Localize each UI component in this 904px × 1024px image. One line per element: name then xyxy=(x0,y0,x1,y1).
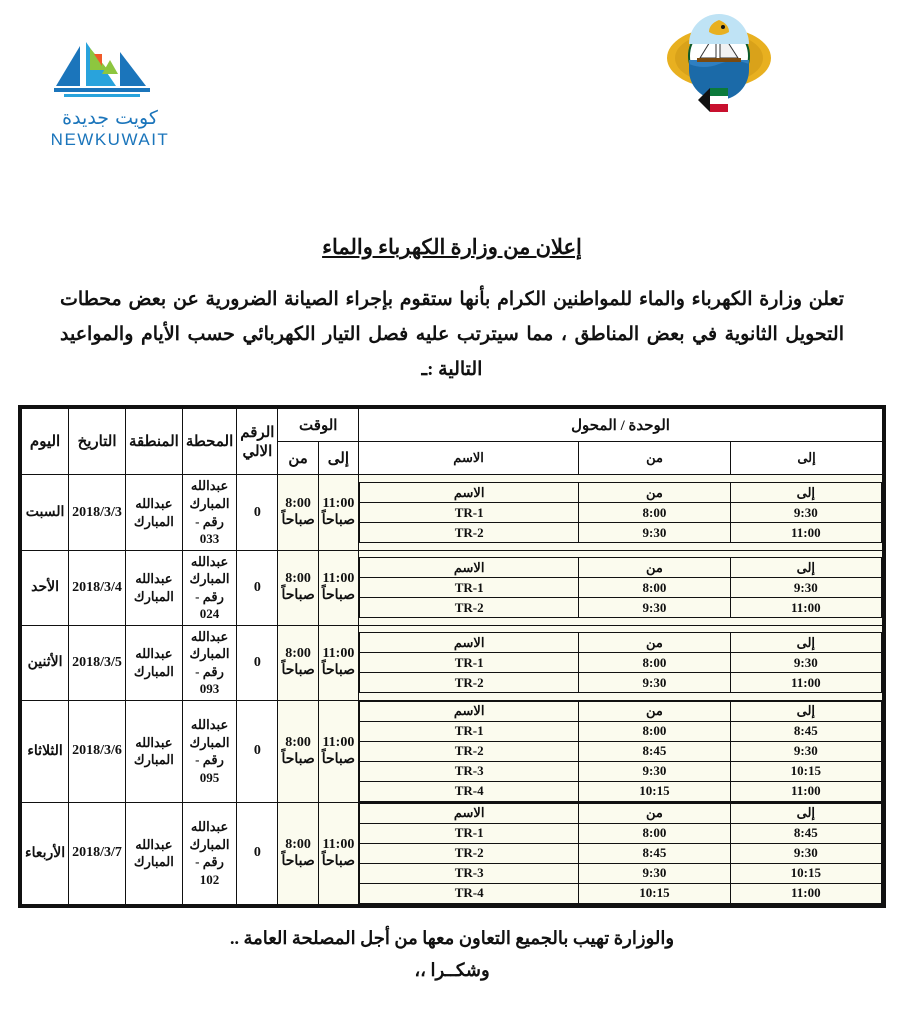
cell-date: 2018/3/7 xyxy=(69,802,126,904)
cell-auto-number: 0 xyxy=(237,625,278,700)
unit-from: 9:30 xyxy=(579,761,730,781)
station-line-1: عبدالله المبارك xyxy=(189,717,230,750)
unit-block xyxy=(359,550,883,625)
unit-name: TR-2 xyxy=(360,843,579,863)
header-unit-to: إلى xyxy=(731,442,883,475)
unit-name: TR-2 xyxy=(360,523,579,543)
logo-label-english: NEWKUWAIT xyxy=(50,129,170,149)
unit-subheader-row xyxy=(360,803,882,823)
unit-from: 8:00 xyxy=(579,503,730,523)
unit-to: 11:00 xyxy=(730,673,881,693)
unit-col-name-label: الاسم xyxy=(360,633,579,653)
unit-name: TR-4 xyxy=(360,883,579,903)
intro-paragraph: تعلن وزارة الكهرباء والماء للمواطنين الكرام بأنها ستقوم بإجراء الصيانة الضرورية عن بعض محطات التحويل الثانوية في بعض المناطق ، مما سيترتب عليه فصل التيار الكهربائي حسب الأيام والمواعيد التالية :ـ xyxy=(60,289,844,381)
unit-col-to-label: إلى xyxy=(730,483,881,503)
station-line-1: عبدالله المبارك xyxy=(189,628,230,662)
cell-day: الأربعاء xyxy=(22,802,69,904)
unit-to: 9:30 xyxy=(730,578,881,598)
table-row xyxy=(22,802,883,904)
unit-to: 9:30 xyxy=(730,741,881,761)
document-header xyxy=(0,0,904,180)
cell-time-from: 8:00 صباحاً xyxy=(278,475,318,550)
unit-row xyxy=(360,578,882,598)
header-time-to: إلى xyxy=(318,442,358,475)
cell-date: 2018/3/5 xyxy=(69,625,126,700)
unit-row xyxy=(360,883,882,903)
cell-day: السبت xyxy=(22,475,69,550)
unit-name: TR-1 xyxy=(360,721,579,741)
unit-to: 11:00 xyxy=(730,781,881,801)
table-row xyxy=(22,475,883,550)
station-line-2: رقم - 095 xyxy=(195,752,224,786)
unit-subheader-row xyxy=(360,558,882,578)
header-time-from: من xyxy=(278,442,318,475)
unit-row xyxy=(360,523,882,543)
unit-block xyxy=(359,700,883,802)
header-unit-from: من xyxy=(579,442,731,475)
header-date: التاريخ xyxy=(69,409,126,475)
page-title: إعلان من وزارة الكهرباء والماء xyxy=(322,235,582,259)
unit-subheader-row xyxy=(360,483,882,503)
unit-block xyxy=(359,625,883,700)
table-body xyxy=(22,475,883,905)
footer-line-1: والوزارة تهيب بالجميع التعاون معها من أجل المصلحة العامة .. xyxy=(229,927,675,948)
unit-col-name-label: الاسم xyxy=(360,483,579,503)
unit-row xyxy=(360,843,882,863)
footer-line-2: وشكــرا ،، xyxy=(414,960,490,981)
unit-to: 9:30 xyxy=(730,503,881,523)
unit-to: 11:00 xyxy=(730,883,881,903)
cell-station xyxy=(182,802,236,904)
unit-col-to-label: إلى xyxy=(730,701,881,721)
cell-area: عبدالله المبارك xyxy=(125,625,182,700)
unit-from: 8:45 xyxy=(579,843,730,863)
station-line-2: رقم - 093 xyxy=(195,663,224,697)
unit-from: 8:00 xyxy=(579,578,730,598)
cell-date: 2018/3/6 xyxy=(69,700,126,802)
cell-time-from: 8:00 صباحاً xyxy=(278,550,318,625)
unit-subheader-row xyxy=(360,701,882,721)
header-day: اليوم xyxy=(22,409,69,475)
cell-day: الثلاثاء xyxy=(22,700,69,802)
footer-note xyxy=(0,922,904,987)
sailboat-icon xyxy=(50,40,170,102)
unit-from: 10:15 xyxy=(579,781,730,801)
header-auto-number: الرقم الالي xyxy=(237,409,278,475)
cell-station xyxy=(182,625,236,700)
cell-date: 2018/3/3 xyxy=(69,475,126,550)
table-row xyxy=(22,550,883,625)
unit-row xyxy=(360,823,882,843)
unit-name: TR-3 xyxy=(360,863,579,883)
cell-time-to: 11:00 صباحاً xyxy=(318,802,358,904)
unit-to: 8:45 xyxy=(730,823,881,843)
unit-name: TR-2 xyxy=(360,598,579,618)
unit-row xyxy=(360,781,882,801)
unit-col-to-label: إلى xyxy=(730,803,881,823)
unit-to: 9:30 xyxy=(730,653,881,673)
unit-row xyxy=(360,761,882,781)
cell-auto-number: 0 xyxy=(237,700,278,802)
unit-row xyxy=(360,673,882,693)
unit-col-from-label: من xyxy=(579,803,730,823)
unit-col-name-label: الاسم xyxy=(360,558,579,578)
newkuwait-logo xyxy=(30,40,190,150)
unit-name: TR-2 xyxy=(360,673,579,693)
cell-area: عبدالله المبارك xyxy=(125,475,182,550)
cell-date: 2018/3/4 xyxy=(69,550,126,625)
station-line-2: رقم - 024 xyxy=(195,588,224,622)
unit-to: 8:45 xyxy=(730,721,881,741)
unit-from: 8:00 xyxy=(579,721,730,741)
unit-col-to-label: إلى xyxy=(730,633,881,653)
cell-auto-number: 0 xyxy=(237,550,278,625)
cell-area: عبدالله المبارك xyxy=(125,802,182,904)
unit-from: 8:00 xyxy=(579,823,730,843)
unit-to: 9:30 xyxy=(730,843,881,863)
cell-time-from: 8:00 صباحاً xyxy=(278,700,318,802)
cell-station xyxy=(182,700,236,802)
unit-col-from-label: من xyxy=(579,558,730,578)
header-unit: الوحدة / المحول xyxy=(359,409,883,442)
unit-subheader-row xyxy=(360,633,882,653)
unit-to: 11:00 xyxy=(730,598,881,618)
station-line-2: رقم - 033 xyxy=(195,513,224,547)
unit-from: 9:30 xyxy=(579,673,730,693)
unit-from: 8:45 xyxy=(579,741,730,761)
unit-from: 9:30 xyxy=(579,598,730,618)
unit-name: TR-2 xyxy=(360,741,579,761)
unit-name: TR-1 xyxy=(360,578,579,598)
unit-row xyxy=(360,741,882,761)
unit-name: TR-1 xyxy=(360,653,579,673)
kuwait-state-emblem-icon xyxy=(664,12,774,122)
unit-row xyxy=(360,863,882,883)
unit-name: TR-1 xyxy=(360,823,579,843)
cell-time-to: 11:00 صباحاً xyxy=(318,700,358,802)
cell-auto-number: 0 xyxy=(237,802,278,904)
unit-row xyxy=(360,653,882,673)
cell-day: الأثنين xyxy=(22,625,69,700)
unit-to: 10:15 xyxy=(730,863,881,883)
logo-label-arabic: كويت جديدة xyxy=(62,107,158,129)
station-line-1: عبدالله المبارك xyxy=(189,819,230,852)
unit-name: TR-1 xyxy=(360,503,579,523)
cell-auto-number: 0 xyxy=(237,475,278,550)
cell-time-to: 11:00 صباحاً xyxy=(318,550,358,625)
table-row xyxy=(22,625,883,700)
header-station: المحطة xyxy=(182,409,236,475)
unit-row xyxy=(360,721,882,741)
table-row xyxy=(22,700,883,802)
unit-row xyxy=(360,598,882,618)
unit-block xyxy=(359,802,883,904)
cell-time-from: 8:00 صباحاً xyxy=(278,625,318,700)
cell-area: عبدالله المبارك xyxy=(125,700,182,802)
unit-col-to-label: إلى xyxy=(730,558,881,578)
station-line-2: رقم - 102 xyxy=(195,854,224,888)
cell-station xyxy=(182,475,236,550)
unit-from: 9:30 xyxy=(579,863,730,883)
unit-col-from-label: من xyxy=(579,483,730,503)
schedule-table-container xyxy=(18,405,886,908)
unit-name: TR-3 xyxy=(360,761,579,781)
unit-block xyxy=(359,475,883,550)
unit-name: TR-4 xyxy=(360,781,579,801)
unit-col-name-label: الاسم xyxy=(360,803,579,823)
unit-col-name-label: الاسم xyxy=(360,701,579,721)
cell-time-to: 11:00 صباحاً xyxy=(318,475,358,550)
header-unit-name: الاسم xyxy=(359,442,579,475)
unit-col-from-label: من xyxy=(579,701,730,721)
cell-area: عبدالله المبارك xyxy=(125,550,182,625)
unit-to: 11:00 xyxy=(730,523,881,543)
unit-to: 10:15 xyxy=(730,761,881,781)
header-time: الوقت xyxy=(278,409,359,442)
unit-from: 10:15 xyxy=(579,883,730,903)
table-head xyxy=(22,409,883,475)
cell-day: الأحد xyxy=(22,550,69,625)
station-line-1: عبدالله المبارك xyxy=(189,478,230,511)
station-line-1: عبدالله المبارك xyxy=(189,553,230,587)
cell-time-to: 11:00 صباحاً xyxy=(318,625,358,700)
unit-from: 9:30 xyxy=(579,523,730,543)
cell-station xyxy=(182,550,236,625)
unit-col-from-label: من xyxy=(579,633,730,653)
unit-from: 8:00 xyxy=(579,653,730,673)
cell-time-from: 8:00 صباحاً xyxy=(278,802,318,904)
outage-schedule-table xyxy=(21,408,883,905)
header-area: المنطقة xyxy=(125,409,182,475)
table-header-row-1 xyxy=(22,409,883,442)
unit-row xyxy=(360,503,882,523)
